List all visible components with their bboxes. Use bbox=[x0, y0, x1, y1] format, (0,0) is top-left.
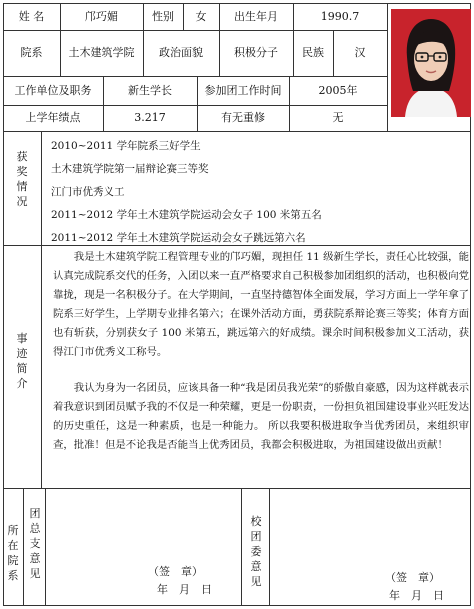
application-form bbox=[3, 3, 471, 606]
award-item: 土木建筑学院第一届辩论赛三等奖 bbox=[51, 163, 209, 175]
school-opinion-label: 校团委意见 bbox=[250, 515, 262, 588]
grid-line bbox=[241, 488, 242, 606]
ethnicity-value: 汉 bbox=[354, 46, 366, 59]
applicant-photo bbox=[391, 9, 471, 117]
league-date: 年 月 日 bbox=[157, 583, 212, 596]
join-label: 参加团工作时间 bbox=[204, 83, 282, 97]
grid-line bbox=[387, 3, 388, 131]
awards-label: 获奖情况 bbox=[16, 150, 28, 208]
work-label: 工作单位及职务 bbox=[14, 83, 92, 97]
name-label: 姓 名 bbox=[18, 9, 45, 23]
grid-line bbox=[269, 488, 270, 606]
gender-label: 性别 bbox=[152, 9, 174, 23]
ethnicity-label: 民族 bbox=[302, 46, 324, 59]
school-sign: （签 章） bbox=[385, 571, 440, 584]
footer-dept-label: 所在院系 bbox=[7, 524, 19, 582]
grid-line bbox=[41, 131, 42, 488]
join-value: 2005年 bbox=[318, 83, 358, 97]
grid-line bbox=[23, 488, 24, 606]
penalty-label: 有无重修 bbox=[221, 111, 265, 124]
dept-label: 院系 bbox=[20, 46, 43, 59]
politics-label: 政治面貌 bbox=[159, 46, 203, 59]
award-item: 2010~2011 学年院系三好学生 bbox=[51, 140, 201, 152]
penalty-value: 无 bbox=[332, 111, 344, 124]
gender-value: 女 bbox=[195, 9, 207, 23]
gpa-value: 3.217 bbox=[134, 111, 166, 124]
award-item: 2011~2012 学年土木建筑学院运动会女子跳远第六名 bbox=[51, 232, 306, 244]
gpa-label: 上学年绩点 bbox=[25, 111, 81, 124]
deeds-paragraph: 我是土木建筑学院工程管理专业的邝巧媚，现担任 11 级新生学长，责任心比较强，能认真完成院系交代的任务，入团以来一直严格要求自己积极参加团组织的活动，也积极向党靠拢，现是一名积极分子。在大学期间，一直坚持德智体全面发展，学习方面上一学年拿了院系三好学生，上学期专业排名第六；在课外活动方面，勇获院系辩论赛三等奖；体育方面也有斩获，分别获女子 100 米第五，跳远第六的好成绩。课余时间积极参加义工活动，获得江门市优秀义工称号。 bbox=[53, 251, 469, 358]
deeds-label: 事迹简介 bbox=[16, 332, 28, 390]
grid-line bbox=[60, 30, 61, 76]
league-sign: （签 章） bbox=[148, 565, 203, 578]
politics-value: 积极分子 bbox=[234, 46, 278, 59]
school-date: 年 月 日 bbox=[389, 589, 444, 602]
name-value: 邝巧媚 bbox=[85, 9, 118, 23]
grid-line bbox=[45, 488, 46, 606]
grid-line bbox=[3, 131, 471, 132]
dept-value: 土木建筑学院 bbox=[68, 46, 135, 59]
work-value: 新生学长 bbox=[128, 83, 172, 97]
grid-line bbox=[3, 488, 471, 489]
portrait-image bbox=[391, 9, 471, 117]
award-item: 2011~2012 学年土木建筑学院运动会女子 100 米第五名 bbox=[51, 209, 322, 221]
birth-value: 1990.7 bbox=[320, 9, 360, 23]
league-opinion-label: 团总支意见 bbox=[29, 507, 41, 580]
award-item: 江门市优秀义工 bbox=[51, 186, 125, 198]
awards-list bbox=[51, 135, 381, 250]
grid-line bbox=[3, 605, 471, 606]
deeds-paragraph: 我认为身为一名团员，应该具备一种“我是团员我光荣”的骄傲自豪感，因为这样就表示着我意识到团员赋予我的不仅是一种荣耀，更是一份职责，一份担负祖国建设事业兴旺发达的历史重任，这是一种素质，也是一种能力。 所以我要积极进取争当优秀团员，来组织审查，批准！但是不论我是否能当上优秀团员，我都会积极进取，为祖国建设做出贡献！ bbox=[53, 382, 469, 451]
birth-label: 出生年月 bbox=[234, 9, 278, 23]
